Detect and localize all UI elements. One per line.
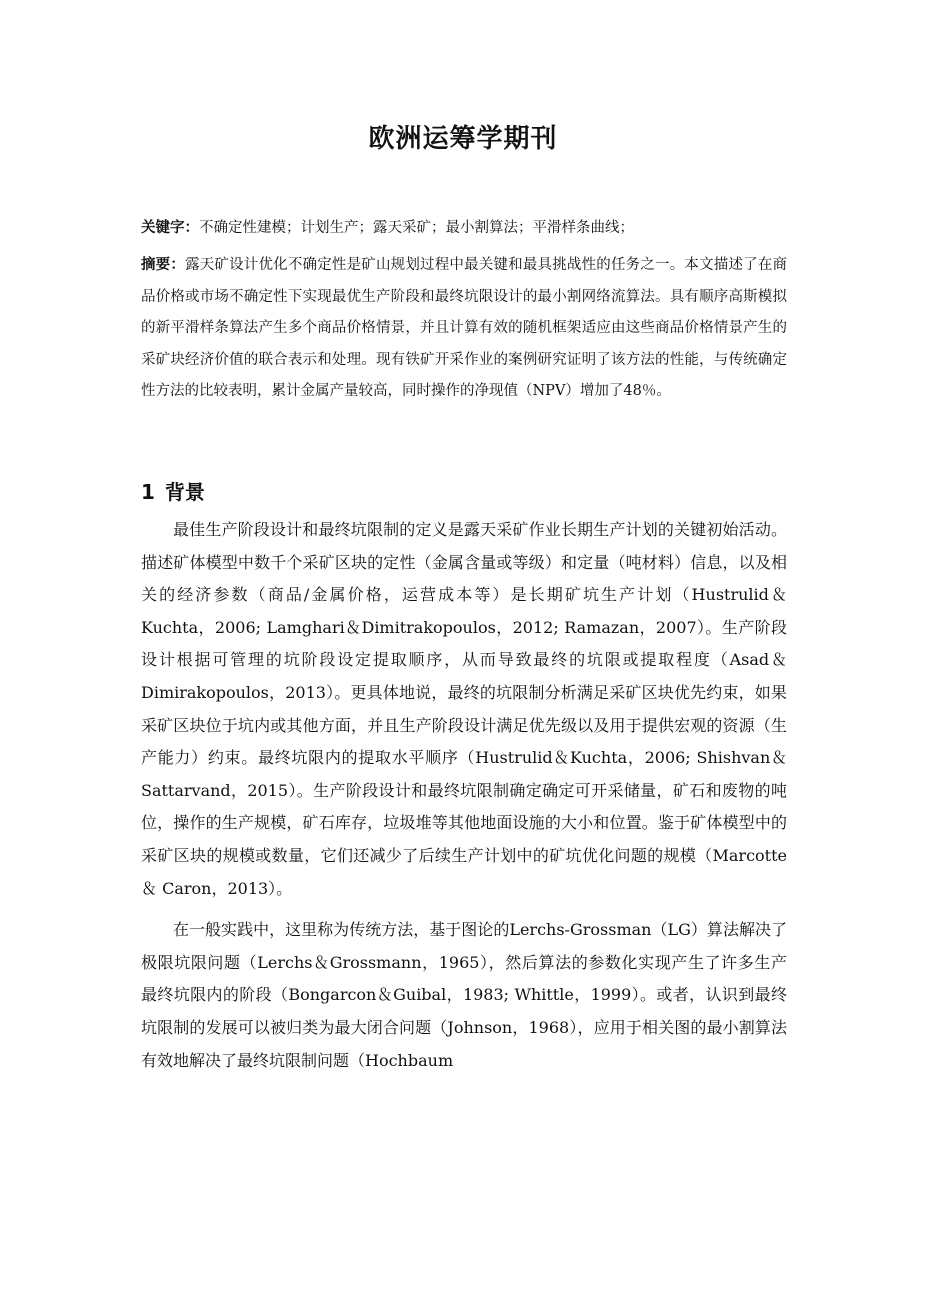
section-title: 背景 [164, 480, 205, 504]
keywords-label: 关键字： [141, 220, 199, 236]
abstract-label: 摘要： [141, 257, 186, 273]
paragraph: 在一般实践中，这里称为传统方法，基于图论的Lerchs-Grossman（LG）算法解决了极限坑限问题（Lerchs＆Grossmann，1965），然后算法的参数化实现产生了许多生产 最终坑限内的阶段（Bongarcon＆Guibal，1983; Whittle，1999）。或者，认识到最终坑限制的发展可以被归类为最大闭合问题（Johnson，1968），应用于相关图的最小割算法有效地解决了最终坑限制问题（Hochbaum [141, 920, 787, 1070]
keywords-text: 不确定性建模；计划生产；露天采矿；最小割算法；平滑样条曲线； [199, 220, 634, 236]
body-text [141, 514, 787, 1086]
abstract-text: 露天矿设计优化不确定性是矿山规划过程中最关键和最具挑战性的任务之一。本文描述了在商品价格或市场不确定性下实现最优生产阶段和最终坑限设计的最小割网络流算法。具有顺序高斯模拟的新平滑样条算法产生多个商品价格情景，并且计算有效的随机框架适应由这些商品价格情景产生的采矿块经济价值的联合表示和处理。现有铁矿开采作业的案例研究证明了该方法的性能，与传统确定性方法的比较表明，累计金属产量较高，同时操作的净现值（NPV）增加了48％。 [141, 257, 788, 399]
paragraph: 最佳生产阶段设计和最终坑限制的定义是露天采矿作业长期生产计划的关键初始活动。描述矿体模型中数千个采矿区块的定性（金属含量或等级）和定量（吨材料）信息，以及相关的经济参数（商品/金属价格，运营成本等）是长期矿坑生产计划（Hustrulid＆Kuchta，2006; Lamghari＆Dimitrakopoulos，2012; Ramazan，2007）。生产阶段设计根据可管理的坑阶段设定提取顺序，从而导致最终的坑限或提取程度（Asad＆Dimirakopoulos，2013）。更具体地说，最终的坑限制分析满足采矿区块优先约束，如果采矿区块位于坑内或其他方面，并且生产阶段设计满足优先级以及用于提供宏观的资源（生产能力）约束。最终坑限内的提取水平顺序（Hustrulid＆Kuchta，2006; Shishvan＆Sattarvand，2015）。生产阶段设计和最终坑限制确定确定可开采储量，矿石和废物的吨位，操作的生产规模，矿石库存，垃圾堆等其他地面设施的大小和位置。鉴于矿体模型中的采矿区块的规模或数量，它们还减少了后续生产计划中的矿坑优化问题的规模（Marcotte＆ Caron，2013）。 [141, 520, 787, 898]
abstract [141, 250, 787, 408]
keywords-line [141, 214, 787, 242]
section-number: 1 [141, 480, 155, 504]
journal-title: 欧洲运筹学期刊 [368, 124, 558, 154]
section-heading [141, 476, 205, 505]
